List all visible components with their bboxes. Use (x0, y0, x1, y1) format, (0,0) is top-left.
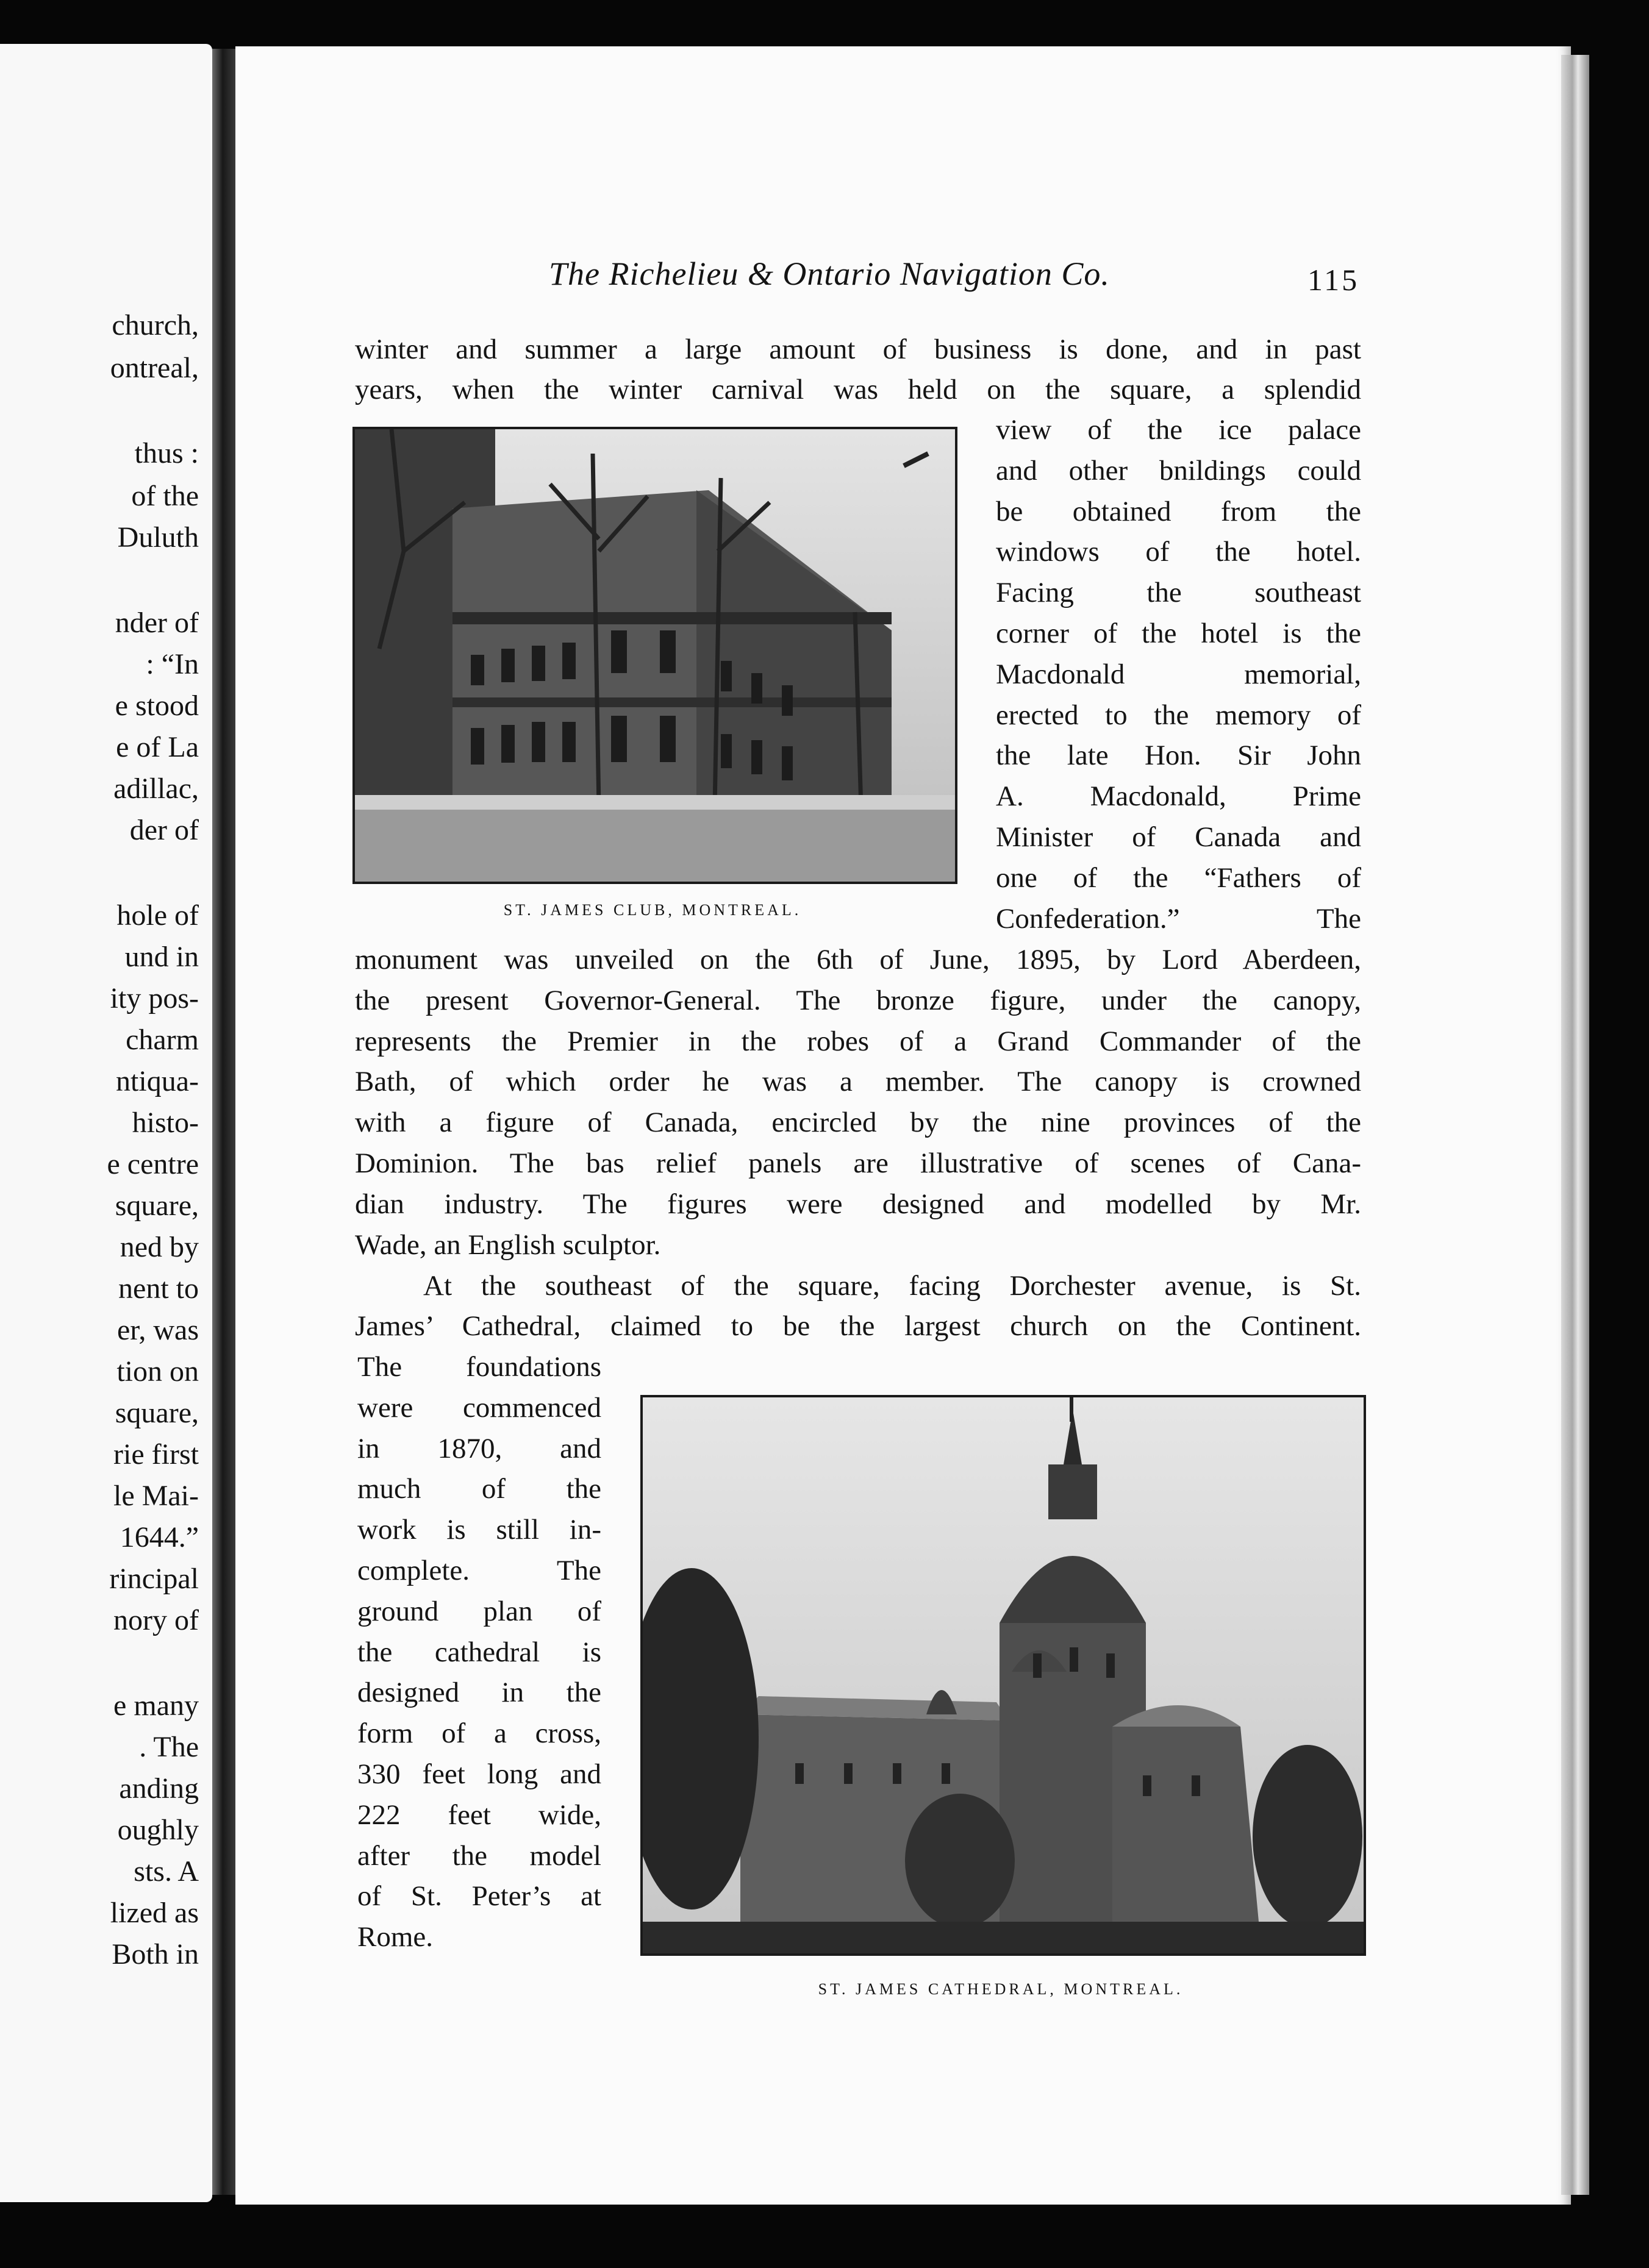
left-page-text-fragment: . The (139, 1731, 199, 1763)
left-page-text-fragment: anding (119, 1772, 199, 1805)
body-line: corner of the hotel is the (996, 618, 1361, 649)
cathedral-caption: ST. JAMES CATHEDRAL, MONTREAL. (818, 1980, 1184, 1998)
body-line: dian industry. The figures were designed and modelled by Mr. (355, 1188, 1361, 1220)
page-number: 115 (1307, 263, 1360, 297)
left-page-text-fragment: charm (126, 1024, 199, 1056)
left-page-text-fragment: ned by (120, 1231, 199, 1263)
left-page-text-fragment: Duluth (117, 521, 199, 554)
body-line: windows of the hotel. (996, 536, 1361, 568)
body-line: years, when the winter carnival was held on the square, a splendid (355, 374, 1361, 405)
left-page-text-fragment: histo- (132, 1107, 199, 1139)
body-line: designed in the (357, 1677, 601, 1709)
body-line: the present Governor-General. The bronze figure, under the canopy, (355, 984, 1361, 1016)
body-line: erected to the memory of (996, 699, 1361, 731)
body-line: Macdonald memorial, (996, 658, 1361, 690)
body-line: complete. The (357, 1555, 601, 1586)
body-line: the late Hon. Sir John (996, 740, 1361, 772)
body-line: represents the Premier in the robes of a Grand Commander of the (355, 1025, 1361, 1057)
club-caption: ST. JAMES CLUB, MONTREAL. (503, 901, 802, 919)
body-line: and other bnildings could (996, 454, 1361, 487)
left-page-text-fragment: square, (115, 1397, 199, 1429)
body-line: one of the “Fathers of (996, 861, 1361, 894)
left-page-text-fragment: nder of (115, 607, 199, 639)
left-page-text-fragment: nent to (118, 1272, 199, 1305)
left-page-text-fragment: le Mai- (113, 1480, 199, 1512)
body-line: The foundations (357, 1351, 601, 1383)
body-line: be obtained from the (996, 495, 1361, 527)
club-building-image (355, 429, 955, 882)
body-line: in 1870, and (357, 1432, 601, 1464)
left-page-text-fragment: oughly (117, 1814, 199, 1846)
left-page-text-fragment: church, (112, 309, 199, 341)
body-line: Confederation.” The (996, 902, 1361, 935)
left-page-text-fragment: of the (131, 480, 199, 512)
body-line: ground plan of (357, 1595, 601, 1627)
body-line: 222 feet wide, (357, 1799, 601, 1831)
body-line: Bath, of which order he was a member. The canopy is crowned (355, 1066, 1361, 1098)
body-line: after the model (357, 1839, 601, 1872)
body-line: form of a cross, (357, 1717, 601, 1750)
left-page-text-fragment: ontreal, (110, 352, 199, 384)
body-line: Facing the southeast (996, 577, 1361, 609)
left-page-text-fragment: nory of (113, 1604, 199, 1636)
left-page-text-fragment: er, was (116, 1314, 199, 1346)
left-page-text-fragment: lized as (110, 1897, 199, 1929)
body-line: 330 feet long and (357, 1758, 601, 1790)
left-page-text-fragment: hole of (116, 899, 199, 932)
left-page-text-fragment: e stood (115, 690, 199, 722)
book-gutter (212, 49, 235, 2195)
left-page-text-fragment: adillac, (113, 772, 199, 805)
left-page-text-fragment: e of La (116, 731, 199, 763)
left-page-text-fragment: Both in (112, 1938, 199, 1970)
st-james-club-photo (352, 427, 957, 884)
left-page-text-fragment: rie first (113, 1438, 199, 1471)
body-line: view of the ice palace (996, 414, 1361, 446)
left-page-text-fragment: ity pos- (110, 982, 199, 1015)
body-line: At the southeast of the square, facing Dorchester avenue, is St. (423, 1270, 1361, 1302)
body-line: Minister of Canada and (996, 821, 1361, 853)
left-facing-page (0, 44, 212, 2202)
left-page-text-fragment: e many (113, 1689, 199, 1722)
page-edge (1561, 55, 1589, 2195)
body-line: of St. Peter’s at (357, 1880, 601, 1913)
body-line: Dominion. The bas relief panels are illustrative of scenes of Cana- (355, 1147, 1361, 1179)
left-page-text-fragment: der of (129, 814, 199, 846)
body-line: much of the (357, 1473, 601, 1505)
st-james-cathedral-photo (640, 1395, 1366, 1956)
body-line: the cathedral is (357, 1636, 601, 1668)
left-page-text-fragment: e centre (107, 1148, 199, 1180)
body-line: Wade, an English sculptor. (355, 1228, 661, 1261)
body-line: Rome. (357, 1921, 434, 1953)
left-page-text-fragment: und in (124, 941, 199, 973)
body-line: James’ Cathedral, claimed to be the largest church on the Continent. (355, 1310, 1361, 1342)
left-page-text-fragment: rincipal (109, 1563, 199, 1595)
running-head: The Richelieu & Ontario Navigation Co. (549, 255, 1110, 292)
left-page-text-fragment: : “In (146, 648, 199, 680)
body-line: were commenced (357, 1391, 601, 1424)
body-line: work is still in- (357, 1514, 601, 1546)
body-line: A. Macdonald, Prime (996, 780, 1361, 813)
left-page-text-fragment: 1644.” (120, 1521, 199, 1553)
left-page-text-fragment: tion on (116, 1355, 199, 1388)
body-line: with a figure of Canada, encircled by the nine provinces of the (355, 1107, 1361, 1139)
left-page-text-fragment: thus : (134, 437, 199, 469)
left-page-text-fragment: ntiqua- (116, 1065, 199, 1097)
body-line: monument was unveiled on the 6th of June, 1895, by Lord Aberdeen, (355, 944, 1361, 975)
left-page-text-fragment: sts. A (134, 1855, 199, 1888)
cathedral-image (643, 1397, 1364, 1953)
left-page-text-fragment: square, (115, 1189, 199, 1222)
body-line: winter and summer a large amount of business is done, and in past (355, 333, 1361, 365)
